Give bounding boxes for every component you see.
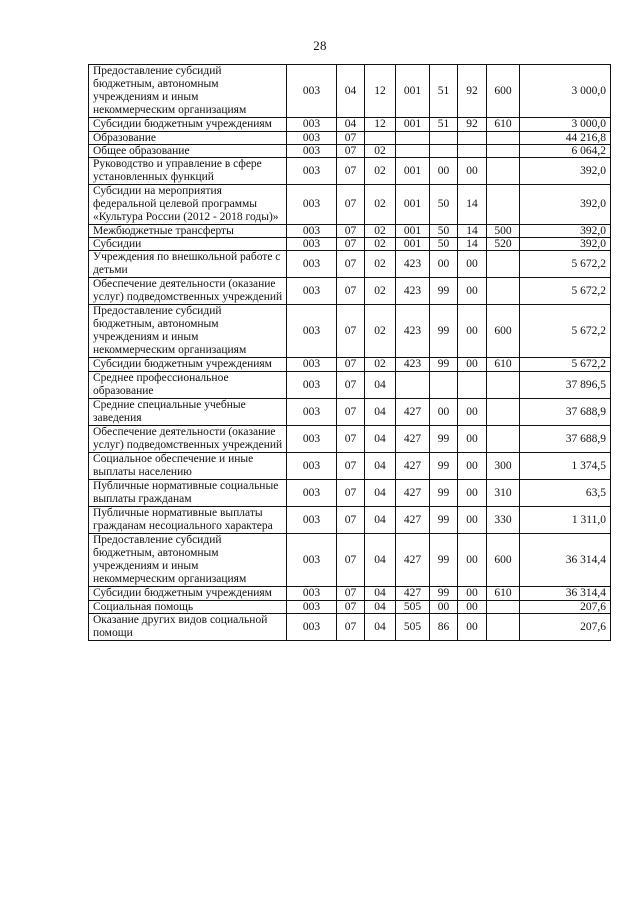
section-code-cell: 07 (337, 225, 365, 238)
expense-name-cell: Обеспечение деятельности (оказание услуг) подведомственных учреждений (89, 426, 287, 453)
table-row (89, 426, 611, 453)
target-code-part1-cell: 505 (396, 614, 430, 641)
table-row (89, 614, 611, 641)
target-code-part1-cell (396, 145, 430, 158)
ministry-code-cell: 003 (287, 185, 337, 225)
target-code-part1-cell: 423 (396, 358, 430, 372)
subsection-code-cell: 04 (365, 601, 396, 614)
table-row (89, 601, 611, 614)
table-row (89, 358, 611, 372)
expense-name-cell: Предоставление субсидий бюджетным, автономным учреждениям и иным некоммерческим организациям (89, 65, 287, 118)
section-code-cell: 07 (337, 426, 365, 453)
target-code-part2-cell: 99 (430, 278, 458, 305)
target-code-part2-cell (430, 372, 458, 399)
target-code-part1-cell: 001 (396, 185, 430, 225)
ministry-code-cell: 003 (287, 358, 337, 372)
ministry-code-cell: 003 (287, 251, 337, 278)
amount-cell: 207,6 (520, 614, 611, 641)
table-row (89, 399, 611, 426)
target-code-part2-cell: 00 (430, 601, 458, 614)
page-number: 28 (313, 38, 327, 53)
expense-type-code-cell: 310 (487, 480, 520, 507)
expense-name-cell: Субсидии на мероприятия федеральной целевой программы «Культура России (2012 - 2018 годы)» (89, 185, 287, 225)
target-code-part2-cell: 99 (430, 507, 458, 534)
target-code-part1-cell: 001 (396, 238, 430, 251)
amount-cell: 37 688,9 (520, 399, 611, 426)
section-code-cell: 07 (337, 614, 365, 641)
target-code-part1-cell (396, 132, 430, 145)
ministry-code-cell: 003 (287, 65, 337, 118)
expense-type-code-cell (487, 251, 520, 278)
amount-cell: 37 896,5 (520, 372, 611, 399)
ministry-code-cell: 003 (287, 238, 337, 251)
expense-type-code-cell: 500 (487, 225, 520, 238)
table-row (89, 238, 611, 251)
target-code-part3-cell: 00 (458, 453, 487, 480)
section-code-cell: 07 (337, 305, 365, 358)
target-code-part2-cell: 00 (430, 158, 458, 185)
target-code-part3-cell: 14 (458, 225, 487, 238)
section-code-cell: 07 (337, 185, 365, 225)
section-code-cell: 07 (337, 158, 365, 185)
expense-name-cell: Средние специальные учебные заведения (89, 399, 287, 426)
amount-cell: 63,5 (520, 480, 611, 507)
target-code-part3-cell: 00 (458, 534, 487, 587)
target-code-part1-cell: 427 (396, 453, 430, 480)
subsection-code-cell: 02 (365, 305, 396, 358)
amount-cell: 5 672,2 (520, 358, 611, 372)
expense-type-code-cell: 600 (487, 65, 520, 118)
expense-name-cell: Предоставление субсидий бюджетным, автономным учреждениям и иным некоммерческим организациям (89, 534, 287, 587)
ministry-code-cell: 003 (287, 372, 337, 399)
subsection-code-cell: 02 (365, 145, 396, 158)
expense-type-code-cell (487, 372, 520, 399)
expense-type-code-cell: 520 (487, 238, 520, 251)
amount-cell: 6 064,2 (520, 145, 611, 158)
table-row (89, 453, 611, 480)
target-code-part2-cell: 99 (430, 534, 458, 587)
target-code-part1-cell: 001 (396, 65, 430, 118)
subsection-code-cell: 02 (365, 251, 396, 278)
expense-name-cell: Межбюджетные трансферты (89, 225, 287, 238)
ministry-code-cell: 003 (287, 132, 337, 145)
target-code-part3-cell: 92 (458, 65, 487, 118)
expense-type-code-cell: 600 (487, 534, 520, 587)
section-code-cell: 04 (337, 118, 365, 132)
target-code-part1-cell: 505 (396, 601, 430, 614)
table-row (89, 158, 611, 185)
expense-name-cell: Руководство и управление в сфере установленных функций (89, 158, 287, 185)
amount-cell: 5 672,2 (520, 278, 611, 305)
subsection-code-cell: 02 (365, 185, 396, 225)
target-code-part1-cell: 001 (396, 225, 430, 238)
amount-cell: 392,0 (520, 158, 611, 185)
target-code-part1-cell: 427 (396, 587, 430, 601)
subsection-code-cell: 04 (365, 426, 396, 453)
subsection-code-cell: 04 (365, 399, 396, 426)
subsection-code-cell: 04 (365, 453, 396, 480)
subsection-code-cell: 04 (365, 587, 396, 601)
section-code-cell: 07 (337, 238, 365, 251)
budget-table-body (89, 65, 611, 641)
target-code-part1-cell: 423 (396, 305, 430, 358)
section-code-cell: 07 (337, 507, 365, 534)
target-code-part2-cell: 99 (430, 453, 458, 480)
table-row (89, 132, 611, 145)
table-row (89, 372, 611, 399)
ministry-code-cell: 003 (287, 480, 337, 507)
target-code-part3-cell (458, 132, 487, 145)
expense-name-cell: Общее образование (89, 145, 287, 158)
target-code-part3-cell (458, 145, 487, 158)
target-code-part3-cell: 00 (458, 399, 487, 426)
ministry-code-cell: 003 (287, 118, 337, 132)
section-code-cell: 07 (337, 480, 365, 507)
table-row (89, 480, 611, 507)
target-code-part3-cell: 00 (458, 278, 487, 305)
expense-type-code-cell: 300 (487, 453, 520, 480)
table-row (89, 185, 611, 225)
expense-name-cell: Публичные нормативные выплаты гражданам несоциального характера (89, 507, 287, 534)
amount-cell: 207,6 (520, 601, 611, 614)
table-row (89, 118, 611, 132)
expense-type-code-cell (487, 278, 520, 305)
target-code-part2-cell (430, 132, 458, 145)
target-code-part3-cell: 92 (458, 118, 487, 132)
target-code-part2-cell: 99 (430, 358, 458, 372)
ministry-code-cell: 003 (287, 158, 337, 185)
subsection-code-cell (365, 132, 396, 145)
expense-name-cell: Субсидии (89, 238, 287, 251)
subsection-code-cell: 04 (365, 372, 396, 399)
target-code-part1-cell: 001 (396, 158, 430, 185)
expense-type-code-cell (487, 145, 520, 158)
expense-name-cell: Субсидии бюджетным учреждениям (89, 118, 287, 132)
target-code-part2-cell: 00 (430, 251, 458, 278)
ministry-code-cell: 003 (287, 145, 337, 158)
expense-name-cell: Субсидии бюджетным учреждениям (89, 587, 287, 601)
expense-type-code-cell: 330 (487, 507, 520, 534)
subsection-code-cell: 02 (365, 238, 396, 251)
expense-type-code-cell: 610 (487, 587, 520, 601)
section-code-cell: 07 (337, 132, 365, 145)
table-row (89, 587, 611, 601)
subsection-code-cell: 12 (365, 118, 396, 132)
expense-name-cell: Публичные нормативные социальные выплаты гражданам (89, 480, 287, 507)
table-row (89, 251, 611, 278)
section-code-cell: 07 (337, 372, 365, 399)
expense-type-code-cell (487, 132, 520, 145)
target-code-part2-cell: 51 (430, 118, 458, 132)
target-code-part2-cell: 99 (430, 305, 458, 358)
target-code-part3-cell (458, 372, 487, 399)
expense-type-code-cell: 610 (487, 118, 520, 132)
table-row (89, 225, 611, 238)
subsection-code-cell: 02 (365, 278, 396, 305)
subsection-code-cell: 04 (365, 480, 396, 507)
ministry-code-cell: 003 (287, 507, 337, 534)
target-code-part3-cell: 00 (458, 251, 487, 278)
target-code-part3-cell: 00 (458, 507, 487, 534)
expense-type-code-cell (487, 426, 520, 453)
target-code-part2-cell (430, 145, 458, 158)
expense-name-cell: Образование (89, 132, 287, 145)
expense-type-code-cell (487, 601, 520, 614)
target-code-part2-cell: 51 (430, 65, 458, 118)
amount-cell: 392,0 (520, 238, 611, 251)
table-row (89, 278, 611, 305)
amount-cell: 44 216,8 (520, 132, 611, 145)
ministry-code-cell: 003 (287, 426, 337, 453)
expense-type-code-cell (487, 614, 520, 641)
target-code-part3-cell: 00 (458, 587, 487, 601)
amount-cell: 3 000,0 (520, 65, 611, 118)
section-code-cell: 07 (337, 278, 365, 305)
target-code-part1-cell: 427 (396, 399, 430, 426)
section-code-cell: 07 (337, 453, 365, 480)
target-code-part1-cell: 427 (396, 480, 430, 507)
amount-cell: 392,0 (520, 225, 611, 238)
section-code-cell: 07 (337, 251, 365, 278)
target-code-part2-cell: 99 (430, 480, 458, 507)
target-code-part1-cell: 423 (396, 278, 430, 305)
amount-cell: 3 000,0 (520, 118, 611, 132)
target-code-part2-cell: 50 (430, 238, 458, 251)
expense-type-code-cell (487, 158, 520, 185)
subsection-code-cell: 04 (365, 534, 396, 587)
table-row (89, 145, 611, 158)
table-row (89, 305, 611, 358)
budget-table (88, 64, 611, 641)
amount-cell: 5 672,2 (520, 305, 611, 358)
ministry-code-cell: 003 (287, 453, 337, 480)
amount-cell: 36 314,4 (520, 587, 611, 601)
ministry-code-cell: 003 (287, 601, 337, 614)
target-code-part3-cell: 00 (458, 480, 487, 507)
expense-name-cell: Социальное обеспечение и иные выплаты населению (89, 453, 287, 480)
target-code-part2-cell: 99 (430, 587, 458, 601)
target-code-part2-cell: 50 (430, 185, 458, 225)
target-code-part1-cell: 423 (396, 251, 430, 278)
target-code-part3-cell: 00 (458, 158, 487, 185)
ministry-code-cell: 003 (287, 614, 337, 641)
ministry-code-cell: 003 (287, 587, 337, 601)
target-code-part3-cell: 00 (458, 426, 487, 453)
table-row (89, 507, 611, 534)
subsection-code-cell: 04 (365, 614, 396, 641)
expense-name-cell: Социальная помощь (89, 601, 287, 614)
target-code-part3-cell: 14 (458, 185, 487, 225)
section-code-cell: 07 (337, 587, 365, 601)
target-code-part1-cell: 427 (396, 507, 430, 534)
expense-name-cell: Субсидии бюджетным учреждениям (89, 358, 287, 372)
section-code-cell: 07 (337, 399, 365, 426)
expense-name-cell: Обеспечение деятельности (оказание услуг) подведомственных учреждений (89, 278, 287, 305)
target-code-part2-cell: 50 (430, 225, 458, 238)
subsection-code-cell: 02 (365, 358, 396, 372)
target-code-part1-cell: 001 (396, 118, 430, 132)
section-code-cell: 07 (337, 601, 365, 614)
expense-type-code-cell: 600 (487, 305, 520, 358)
expense-name-cell: Среднее профессиональное образование (89, 372, 287, 399)
amount-cell: 1 311,0 (520, 507, 611, 534)
section-code-cell: 04 (337, 65, 365, 118)
target-code-part1-cell: 427 (396, 426, 430, 453)
ministry-code-cell: 003 (287, 225, 337, 238)
target-code-part3-cell: 00 (458, 601, 487, 614)
ministry-code-cell: 003 (287, 278, 337, 305)
target-code-part3-cell: 14 (458, 238, 487, 251)
amount-cell: 36 314,4 (520, 534, 611, 587)
amount-cell: 1 374,5 (520, 453, 611, 480)
expense-name-cell: Оказание других видов социальной помощи (89, 614, 287, 641)
target-code-part3-cell: 00 (458, 614, 487, 641)
target-code-part2-cell: 00 (430, 399, 458, 426)
target-code-part1-cell: 427 (396, 534, 430, 587)
section-code-cell: 07 (337, 534, 365, 587)
target-code-part3-cell: 00 (458, 358, 487, 372)
subsection-code-cell: 02 (365, 158, 396, 185)
table-row (89, 65, 611, 118)
amount-cell: 392,0 (520, 185, 611, 225)
target-code-part2-cell: 99 (430, 426, 458, 453)
expense-type-code-cell: 610 (487, 358, 520, 372)
expense-name-cell: Предоставление субсидий бюджетным, автономным учреждениям и иным некоммерческим организациям (89, 305, 287, 358)
section-code-cell: 07 (337, 145, 365, 158)
expense-type-code-cell (487, 185, 520, 225)
subsection-code-cell: 02 (365, 225, 396, 238)
subsection-code-cell: 04 (365, 507, 396, 534)
ministry-code-cell: 003 (287, 305, 337, 358)
ministry-code-cell: 003 (287, 534, 337, 587)
target-code-part3-cell: 00 (458, 305, 487, 358)
section-code-cell: 07 (337, 358, 365, 372)
amount-cell: 5 672,2 (520, 251, 611, 278)
ministry-code-cell: 003 (287, 399, 337, 426)
target-code-part1-cell (396, 372, 430, 399)
expense-name-cell: Учреждения по внешкольной работе с детьми (89, 251, 287, 278)
table-row (89, 534, 611, 587)
subsection-code-cell: 12 (365, 65, 396, 118)
target-code-part2-cell: 86 (430, 614, 458, 641)
expense-type-code-cell (487, 399, 520, 426)
amount-cell: 37 688,9 (520, 426, 611, 453)
